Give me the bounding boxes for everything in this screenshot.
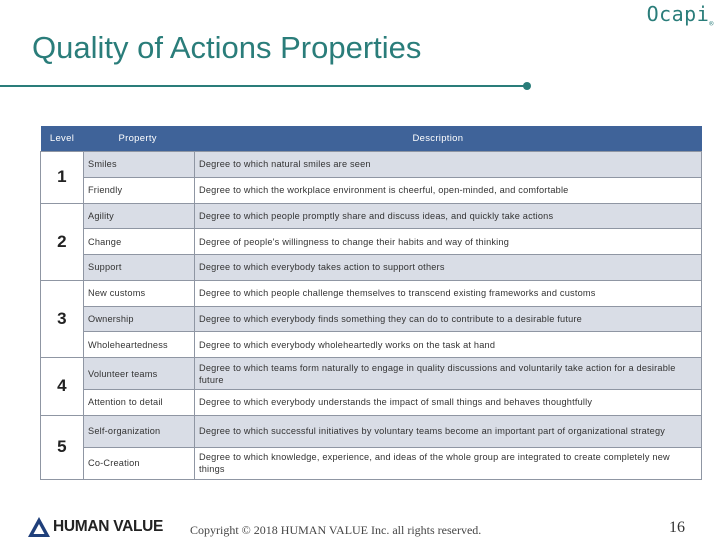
header-property: Property — [84, 126, 195, 152]
table-row — [41, 203, 702, 229]
title-divider — [0, 85, 527, 87]
description-cell: Degree to which knowledge, experience, and ideas of the whole group are integrated to create completely new things — [195, 447, 702, 479]
description-cell: Degree to which everybody finds something they can do to contribute to a desirable future — [195, 306, 702, 332]
description-cell: Degree to which everybody wholeheartedly works on the task at hand — [195, 332, 702, 358]
description-cell: Degree to which teams form naturally to engage in quality discussions and voluntarily take action for a desirable future — [195, 358, 702, 390]
table-row — [41, 358, 702, 390]
level-cell: 4 — [41, 358, 84, 416]
table-row — [41, 332, 702, 358]
properties-table — [40, 126, 702, 480]
description-cell: Degree to which natural smiles are seen — [195, 152, 702, 178]
level-cell: 1 — [41, 152, 84, 204]
ocapi-logo-registered: ® — [709, 20, 714, 28]
property-cell: Self-organization — [84, 415, 195, 447]
human-value-logo — [27, 515, 163, 539]
table-row — [41, 306, 702, 332]
ocapi-logo — [647, 2, 714, 28]
header-description: Description — [195, 126, 702, 152]
property-cell: Wholeheartedness — [84, 332, 195, 358]
description-cell: Degree to which everybody takes action to support others — [195, 255, 702, 281]
table-row — [41, 177, 702, 203]
property-cell: Attention to detail — [84, 390, 195, 416]
ocapi-logo-text: Ocapi — [646, 2, 710, 26]
description-cell: Degree to which the workplace environment is cheerful, open-minded, and comfortable — [195, 177, 702, 203]
level-cell: 3 — [41, 280, 84, 357]
table-row — [41, 229, 702, 255]
description-cell: Degree to which successful initiatives by voluntary teams become an important part of organizational strategy — [195, 415, 702, 447]
property-cell: Volunteer teams — [84, 358, 195, 390]
property-cell: Ownership — [84, 306, 195, 332]
table-row — [41, 447, 702, 479]
property-cell: Change — [84, 229, 195, 255]
table-row — [41, 152, 702, 178]
property-cell: Friendly — [84, 177, 195, 203]
table-row — [41, 390, 702, 416]
human-value-logo-text: HUMAN VALUE — [53, 518, 164, 535]
property-cell: Smiles — [84, 152, 195, 178]
property-cell: Agility — [84, 203, 195, 229]
description-cell: Degree to which people promptly share and discuss ideas, and quickly take actions — [195, 203, 702, 229]
property-cell: New customs — [84, 280, 195, 306]
level-cell: 2 — [41, 203, 84, 280]
page-number: 16 — [669, 519, 685, 536]
property-cell: Support — [84, 255, 195, 281]
header-level: Level — [41, 126, 84, 152]
description-cell: Degree of people's willingness to change their habits and way of thinking — [195, 229, 702, 255]
human-value-mark-icon — [27, 516, 51, 538]
description-cell: Degree to which everybody understands the impact of small things and behaves thoughtfully — [195, 390, 702, 416]
property-cell: Co-Creation — [84, 447, 195, 479]
description-cell: Degree to which people challenge themselves to transcend existing frameworks and customs — [195, 280, 702, 306]
page-title: Quality of Actions Properties — [32, 30, 422, 65]
table-row — [41, 280, 702, 306]
table-row — [41, 255, 702, 281]
table-row — [41, 415, 702, 447]
title-divider-dot — [523, 82, 531, 90]
copyright-notice: Copyright © 2018 HUMAN VALUE Inc. all rights reserved. — [190, 523, 482, 537]
level-cell: 5 — [41, 415, 84, 479]
table-header-row — [41, 126, 702, 152]
